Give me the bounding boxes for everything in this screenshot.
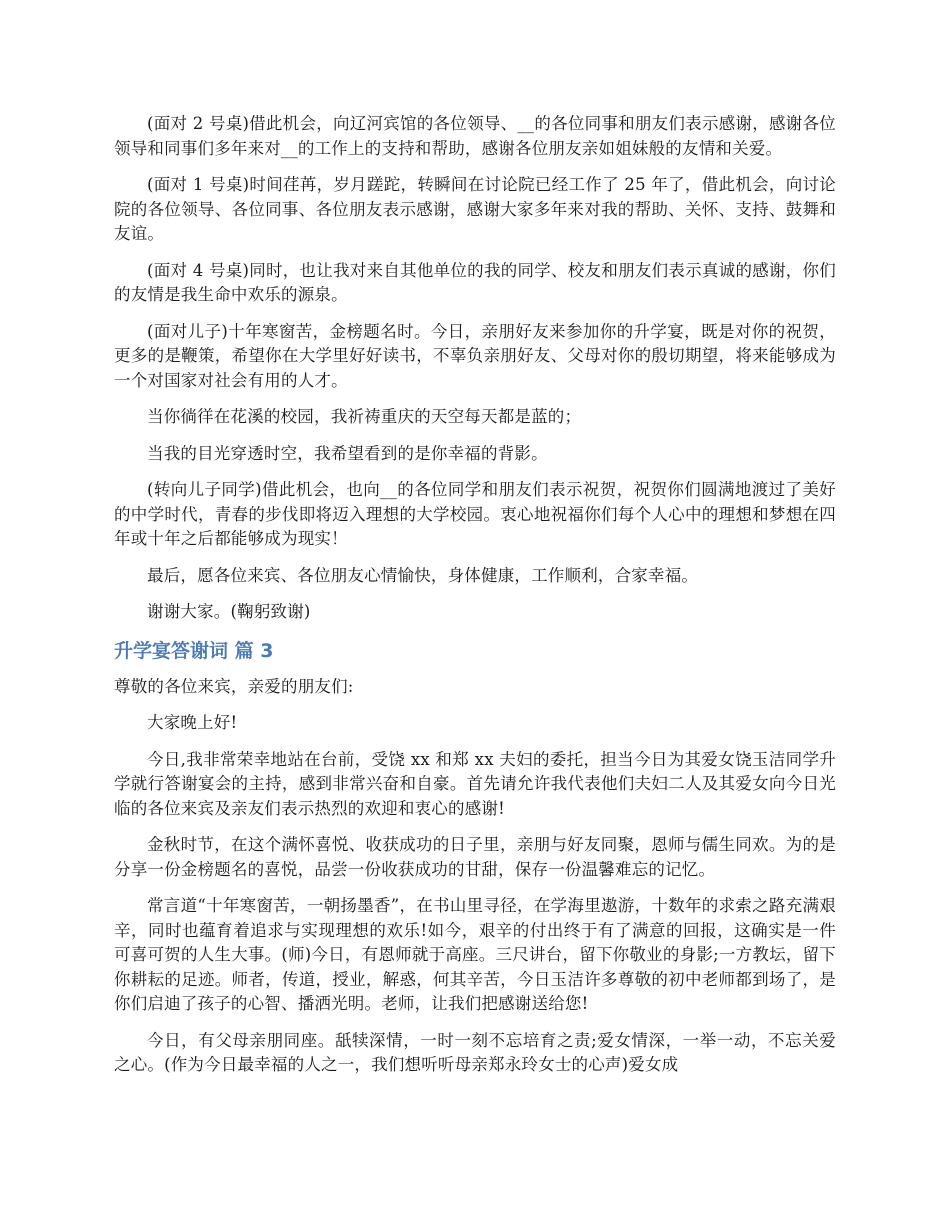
paragraph: 大家晚上好! xyxy=(147,713,238,732)
paragraph: 今日，有父母亲朋同座。舐犊深情，一时一刻不忘培育之责;爱女情深，一举一动，不忘关爱之心。(作为今日最幸福的人之一，我们想听听母亲郑永玲女士的心声)爱女成 xyxy=(114,1030,836,1074)
paragraph: (面对 4 号桌)同时，也让我对来自其他单位的我的同学、校友和朋友们表示真诚的感谢，你们的友情是我生命中欢乐的源泉。 xyxy=(114,260,836,304)
paragraph: (面对儿子)十年寒窗苦，金榜题名时。今日，亲朋好友来参加你的升学宴，既是对你的祝贺，更多的是鞭策，希望你在大学里好好读书，不辜负亲朋好友、父母对你的殷切期望，将来能够成为一个对国家对社会有用的人才。 xyxy=(114,321,836,390)
paragraph: 最后，愿各位来宾、各位朋友心情愉快，身体健康，工作顺利，合家幸福。 xyxy=(147,565,699,585)
paragraph: (转向儿子同学)借此机会，也向__的各位同学和朋友们表示祝贺，祝贺你们圆满地渡过了美好的中学时代，青春的步伐即将迈入理想的大学校园。衷心地祝福你们每个人心中的理想和梦想在四年或十年之后都能够成为现实！ xyxy=(114,480,836,548)
salutation: 尊敬的各位来宾，亲爱的朋友们: xyxy=(114,676,354,696)
paragraph: (面对 1 号桌)时间荏苒，岁月蹉跎，转瞬间在讨论院已经工作了 25 年了，借此机会，向讨论院的各位领导、各位同事、各位朋友表示感谢，感谢大家多年来对我的帮助、关怀、支持、鼓舞和友谊。 xyxy=(114,175,836,243)
paragraph: 当我的目光穿透时空，我希望看到的是你幸福的背影。 xyxy=(147,443,548,463)
paragraph: 常言道“十年寒窗苦，一朝扬墨香”，在书山里寻径，在学海里遨游，十数年的求索之路充满艰辛，同时也蕴育着追求与实现理想的欢乐!如今，艰辛的付出终于有了满意的回报，这确实是一件可喜可贺的人生大事。(师)今日，有恩师就于高座。三尺讲台，留下你敬业的身影;一方教坛，留下你耕耘的足迹。师者，传道，授业，解惑，何其辛苦，今日玉洁许多尊敬的初中老师都到场了，是你们启迪了孩子的心智、播洒光明。老师，让我们把感谢送给您! xyxy=(114,896,836,1013)
paragraph: 今日,我非常荣幸地站在台前，受饶 xx 和郑 xx 夫妇的委托，担当今日为其爱女饶玉洁同学升学就行答谢宴会的主持，感到非常兴奋和自豪。首先请允许我代表他们夫妇二人及其爱女向今日光临的各位来宾及亲友们表示热烈的欢迎和衷心的感谢! xyxy=(114,749,836,818)
paragraph: 当你徜徉在花溪的校园，我祈祷重庆的天空每天都是蓝的； xyxy=(147,407,582,426)
document-page xyxy=(114,112,836,1090)
paragraph: 金秋时节，在这个满怀喜悦、收获成功的日子里，亲朋与好友同聚，恩师与儒生同欢。为的是分享一份金榜题名的喜悦，品尝一份收获成功的甘甜，保存一份温馨难忘的记忆。 xyxy=(114,835,836,879)
section-heading: 升学宴答谢词 篇 3 xyxy=(114,639,274,662)
paragraph: (面对 2 号桌)借此机会，向辽河宾馆的各位领导、__的各位同事和朋友们表示感谢，感谢各位领导和同事们多年来对__的工作上的支持和帮助，感谢各位朋友亲如姐妹般的友情和关爱。 xyxy=(114,114,836,158)
paragraph: 谢谢大家。(鞠躬致谢) xyxy=(147,602,311,621)
